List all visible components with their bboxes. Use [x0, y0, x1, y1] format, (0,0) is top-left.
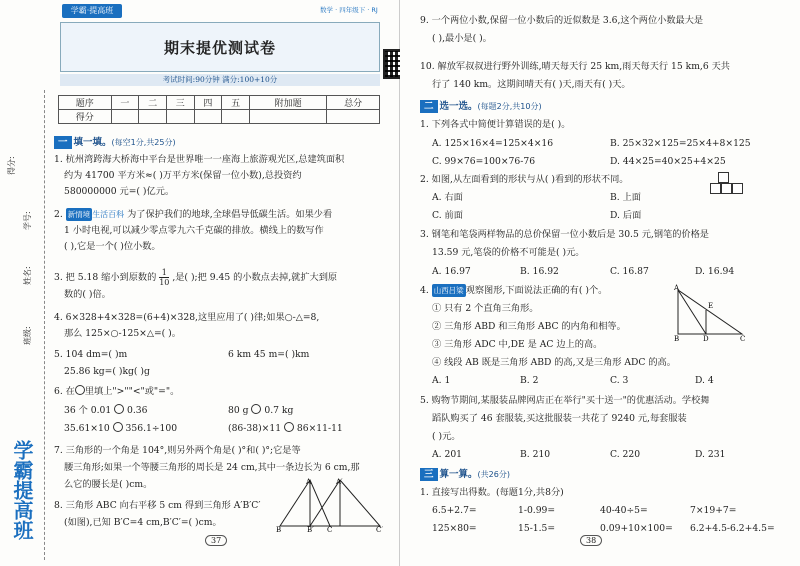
score-cell: 四: [194, 96, 222, 110]
badge: 生活百科: [92, 210, 125, 219]
triangle-figure: [670, 284, 750, 342]
question-line: 6. 在 里填上">""<"或"="。: [54, 386, 180, 397]
question-line: 580000000 元=( )亿元。: [64, 186, 175, 197]
calc-item: 6.5+2.7=: [432, 505, 477, 516]
score-input[interactable]: [194, 110, 222, 124]
fig-label: B: [674, 335, 680, 342]
question-line: 6 km 45 m=( )km: [228, 349, 310, 360]
question-line: 蹈队购买了 46 套服装,买这批服装一共花了 9240 元,每套服装: [432, 413, 687, 424]
section-heading: 二 选一选。(每题2分,共10分): [420, 100, 542, 113]
score-input[interactable]: [249, 110, 326, 124]
title-box: [60, 22, 380, 72]
calc-item: 0.09+10×100=: [600, 523, 673, 534]
option: B. 210: [520, 449, 551, 460]
brand-label: 学霸·提高班: [62, 4, 122, 18]
calc-item: 40-40÷5=: [600, 505, 648, 516]
question-line: 2. 如图,从左面看到的形状与从( )看到的形状不同。: [420, 174, 629, 185]
right-page: [400, 0, 800, 566]
grade-label: 数学 · 四年级下 · RJ: [320, 6, 378, 14]
score-input[interactable]: [327, 110, 380, 124]
option: D. 44×25=40×25+4×25: [610, 156, 726, 167]
option: A. 201: [432, 449, 463, 460]
question-line: 数的( )倍。: [64, 289, 111, 300]
question-line: 1 小时电视,可以减少零点零九六千克碳的排放。横线上的数写作: [64, 225, 324, 236]
student-info-sidebar: [0, 0, 52, 566]
option: A. 16.97: [432, 266, 471, 277]
option: A. 125×16×4=125×4×16: [432, 138, 554, 149]
statement: ② 三角形 ABD 和三角形 ABC 的内角和相等。: [432, 321, 626, 332]
question-line: 9. 一个两位小数,保留一位小数后的近似数是 3.6,这个两位小数最大是: [420, 15, 704, 26]
question-line: 7. 三角形的一个角是 104°,则另外两个角是( )°和( )°;它是等: [54, 445, 301, 456]
option: A. 1: [432, 375, 451, 386]
option: D. 231: [695, 449, 726, 460]
score-input[interactable]: [139, 110, 167, 124]
fig-label: B′: [307, 526, 314, 532]
badge: 山西吕梁: [433, 286, 464, 295]
fig-label: E: [708, 302, 714, 310]
question-line: ( ),最小是( )。: [432, 33, 492, 44]
fig-label: C: [740, 335, 746, 342]
score-cell: 一: [111, 96, 139, 110]
option: C. 99×76=100×76-76: [432, 156, 536, 167]
fig-label: A: [306, 478, 312, 486]
cut-line: [44, 90, 45, 560]
score-value-row: [59, 110, 380, 124]
question-line: 8. 三角形 ABC 向右平移 5 cm 得到三角形 A′B′C′: [54, 500, 261, 511]
score-table: [58, 95, 380, 124]
section-heading: 一 填一填。(每空1分,共25分): [54, 136, 176, 149]
fig-label: A: [674, 284, 680, 292]
question-line: 1. 直接写出得数。(每题1分,共8分): [420, 487, 564, 498]
question-line: 5. 购物节期间,某服装品牌网店正在举行"买十送一"的优惠活动。学校舞: [420, 395, 710, 406]
question-line: 10. 解放军叔叔进行野外训练,晴天每天行 25 km,雨天每天行 15 km,6 天共: [420, 61, 730, 72]
question-line: 4. 山西吕梁 观察图形,下面说法正确的有( )个。: [420, 285, 608, 296]
compare-item: 36 个 0.01 0.36: [64, 405, 148, 416]
calc-item: 15-1.5=: [518, 523, 556, 534]
calc-item: 125×80=: [432, 523, 477, 534]
question-line: 那么 125×○-125×△=( )。: [64, 328, 181, 339]
option: D. 4: [695, 375, 714, 386]
question-line: 1. 杭州湾跨海大桥海中平台是世界唯一一座海上旅游观光区,总建筑面积: [54, 154, 345, 165]
question-line: ( ),它是一个( )位小数。: [64, 241, 161, 252]
score-cell: 附加题: [249, 96, 326, 110]
section-heading: 三 算一算。(共26分): [420, 468, 510, 481]
score-cell: 五: [222, 96, 250, 110]
question-line: 行了 140 km。这期间晴天有( )天,雨天有( )天。: [432, 79, 631, 90]
score-cell: 总分: [327, 96, 380, 110]
option: C. 16.87: [610, 266, 649, 277]
calc-item: 6.2+4.5-6.2+4.5=: [690, 523, 775, 534]
translation-figure: [270, 476, 390, 532]
statement: ④ 线段 AB 既是三角形 ABD 的高,又是三角形 ADC 的高。: [432, 357, 676, 368]
question-line: 腰三角形;如果一个等腰三角形的周长是 24 cm,其中一条边长为 6 cm,那: [64, 462, 360, 473]
badge: 新情境: [67, 210, 91, 219]
score-input[interactable]: [222, 110, 250, 124]
option: C. 前面: [432, 210, 463, 221]
question-line: 13.59 元,笔袋的价格不可能是( )元。: [432, 247, 585, 258]
question-line: 么它的腰长是( )cm。: [64, 479, 153, 490]
question-line: 3. 钢笔和笔袋两样物品的总价保留一位小数后是 30.5 元,钢笔的价格是: [420, 229, 709, 240]
option: A. 右面: [432, 192, 463, 203]
page-number: 37: [205, 535, 227, 546]
score-cell: 题序: [59, 96, 112, 110]
question-line: 3. 把 5.18 缩小到原数的 $\frac{1}{10}$ ,是( );把 9.45 的小数点去掉,就扩大到原: [54, 268, 338, 287]
option: B. 上面: [610, 192, 641, 203]
fig-label: C: [327, 526, 333, 532]
fig-label: C′: [376, 526, 383, 532]
fig-label: B: [276, 526, 282, 532]
sidebar-label-class: 班级:: [23, 326, 32, 345]
question-line: 约为 41700 平方米≈( )万平方米(保留一位小数),总投资约: [64, 170, 302, 181]
question-line: 25.86 kg=( )kg( )g: [64, 366, 150, 377]
sidebar-label-score: 得分:: [7, 156, 16, 175]
question-line: (如图),已知 B′C=4 cm,B′C′=( )cm。: [64, 517, 222, 528]
question-line: 4. 6×328+4×328=(6+4)×328,这里应用了( )律;如果○-△=8,: [54, 312, 320, 323]
calc-item: 1-0.99=: [518, 505, 556, 516]
question-line: 1. 下列各式中简便计算错误的是( )。: [420, 119, 571, 130]
option: B. 2: [520, 375, 539, 386]
compare-item: 80 g 0.7 kg: [228, 405, 294, 416]
page-number: 38: [580, 535, 602, 546]
page-title: 期末提优测试卷: [163, 39, 276, 57]
sidebar-label-name: 姓名:: [23, 266, 32, 285]
calc-item: 7×19+7=: [690, 505, 737, 516]
score-input[interactable]: [166, 110, 194, 124]
question-line: 2. 新情境 生活百科 为了保护我们的地球,全球倡导低碳生活。如果少看: [54, 209, 333, 220]
statement: ③ 三角形 ADC 中,DE 是 AC 边上的高。: [432, 339, 603, 350]
exam-info: 考试时间:90分钟 满分:100+10分: [60, 74, 380, 86]
statement: ① 只有 2 个直角三角形。: [432, 303, 539, 314]
score-cell: 三: [166, 96, 194, 110]
compare-item: 35.61×10 356.1÷100: [64, 423, 178, 434]
score-input[interactable]: [111, 110, 139, 124]
option: B. 25×32×125=25×4+8×125: [610, 138, 751, 149]
score-cell: 二: [139, 96, 167, 110]
fig-label: D: [703, 335, 709, 342]
question-line: 5. 104 dm=( )m: [54, 349, 128, 360]
option: D. 16.94: [695, 266, 735, 277]
score-cell: 得分: [59, 110, 112, 124]
option: D. 后面: [610, 210, 642, 221]
cube-figure: [710, 172, 750, 202]
option: C. 220: [610, 449, 641, 460]
score-header-row: [59, 96, 380, 110]
question-line: ( )元。: [432, 431, 461, 442]
fig-label: A′: [336, 478, 343, 486]
brand-logo: 学霸提高班: [10, 440, 34, 540]
option: B. 16.92: [520, 266, 559, 277]
sidebar-label-id: 学号:: [23, 211, 32, 230]
compare-item: (86-38)×11 86×11-11: [228, 423, 343, 434]
option: C. 3: [610, 375, 629, 386]
